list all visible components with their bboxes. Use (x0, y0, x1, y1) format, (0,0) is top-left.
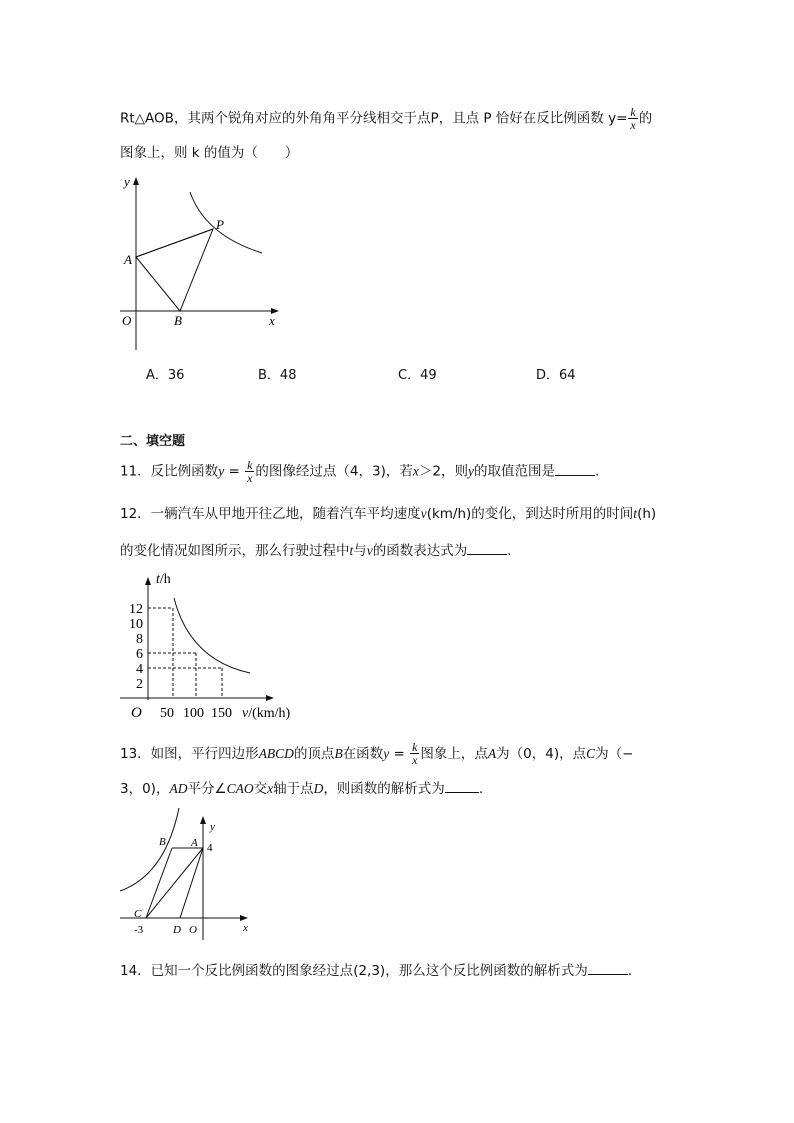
q12-line1-mid: 的变化，到达时所用的时间 (471, 506, 634, 522)
q14-end: . (627, 963, 632, 979)
q12-ytick-2: 2 (136, 677, 143, 692)
q12-y-axis-unit: /h (159, 572, 171, 587)
q12-line1 (120, 504, 656, 524)
q13-point-a-label: A (191, 837, 198, 849)
q10-line2: 图象上，则 k 的值为（ ） (120, 145, 299, 161)
q12-answer-blank[interactable] (467, 540, 507, 555)
q13-line1b-run-3: C (586, 745, 596, 761)
q12-y-axis-label (156, 572, 171, 587)
q11-answer-blank[interactable] (555, 461, 595, 476)
q13-x-label: x (243, 922, 248, 934)
q13-line1-part2 (420, 746, 633, 762)
q12-ytick-10: 10 (129, 617, 143, 632)
q13-answer-blank[interactable] (445, 778, 479, 793)
q12-graph (118, 568, 313, 723)
q10-option-c[interactable]: C．49 (398, 368, 437, 383)
q13-point-d-label: D (173, 924, 181, 936)
q10-figure (116, 170, 286, 360)
q13-tick-minus3: -3 (134, 924, 144, 936)
q12-v: v (420, 506, 427, 521)
q11-text (120, 459, 599, 484)
q13-frac-num: k (412, 740, 418, 754)
q10-frac-num: k (630, 105, 636, 119)
q12-y-axis-var: t (156, 572, 160, 587)
q10-x-label: x (269, 313, 275, 328)
q13-line1-run-2: 的顶点 (293, 745, 335, 762)
q13-line1-run-1: ABCD (258, 745, 294, 761)
q10-line1 (120, 106, 652, 131)
q14-text (120, 960, 632, 981)
q10-origin-label: O (122, 313, 132, 328)
q12-ytick-4: 4 (136, 662, 143, 677)
q13-line1-part1 (120, 746, 409, 762)
q13-line1-run-6: = (389, 745, 410, 762)
q12-ytick-8: 8 (136, 632, 143, 647)
q10-point-p-label: P (216, 217, 224, 232)
q13-line1-run-3: B (334, 745, 343, 761)
q13-line1b-run-2: 为（0，4)，点 (496, 745, 587, 762)
q13-line1b-run-4: 为（− (595, 745, 634, 762)
q13-line1b-run-1: A (487, 745, 497, 761)
q12-line1-pre: 12．一辆汽车从甲地开往乙地，随着汽车平均速度 (120, 506, 421, 522)
q11-yv: y (467, 463, 474, 479)
q13-line2-run-0: 3，0)， (120, 781, 170, 797)
q13-line2-run-6: 轴于点 (273, 781, 314, 797)
q12-ytick-12: 12 (129, 602, 143, 617)
q12-v2: v (366, 543, 373, 558)
q13-line2 (120, 778, 483, 799)
q13-line1b-run-0: 图象上，点 (420, 745, 488, 762)
q13-line2-run-2: 平分∠ (187, 781, 227, 797)
q10-line1-pre: Rt△AOB，其两个锐角对应的外角角平分线相交于点P，且点 P 恰好在反比例函数 y= (120, 110, 628, 127)
q11-cond: ＞2，则 (418, 463, 468, 480)
q12-unit: (km/h) (426, 506, 472, 522)
q13-line2-text (120, 781, 445, 797)
q13-line2-run-8: ，则函数的解析式为 (323, 781, 445, 797)
q12-tunit: (h) (637, 506, 657, 522)
q10-point-b-label: B (174, 313, 182, 328)
q11-pre: 11．反比例函数 (120, 463, 219, 480)
q12-xtick-100: 100 (183, 706, 204, 721)
q11-post: 的取值范围是 (473, 463, 555, 480)
q12-line2 (120, 540, 512, 561)
q12-with: 与 (353, 543, 367, 559)
q13-line1-run-0: 13．如图，平行四边形 (120, 745, 259, 762)
q14-post: ，那么这个反比例函数的解析式为 (385, 963, 588, 979)
q13-line1-run-5: y (383, 745, 390, 761)
q12-xtick-150: 150 (211, 706, 232, 721)
q10-y-label: y (124, 174, 130, 189)
q12-line2-post: 的函数表达式为 (372, 543, 468, 559)
q13-origin-label: O (189, 924, 197, 936)
q12-x-axis-var: v (242, 706, 249, 721)
q10-option-d[interactable]: D．64 (536, 368, 576, 383)
q13-line2-run-3: CAO (226, 781, 254, 796)
q13-frac-den: x (412, 753, 418, 767)
q12-t: t (633, 506, 638, 521)
q13-point-c-label: C (134, 908, 142, 920)
q10-option-a[interactable]: A．36 (146, 368, 185, 383)
q13-end: . (478, 781, 484, 797)
q13-line2-run-1: AD (169, 781, 188, 796)
q12-xtick-50: 50 (160, 706, 174, 721)
q11-frac-den: x (247, 471, 253, 485)
q12-t2: t (349, 543, 354, 558)
q13-y-label: y (210, 821, 215, 833)
q12-ytick-6: 6 (136, 647, 143, 662)
q13-line2-run-5: x (267, 781, 274, 796)
q13-line1 (120, 741, 633, 766)
q11-end: . (594, 463, 600, 480)
q11-yvar: y (218, 463, 225, 479)
q13-line2-run-4: 交 (253, 781, 268, 797)
q12-x-axis-label (242, 706, 291, 721)
q12-end: . (507, 543, 512, 559)
q12-origin-label: O (131, 705, 142, 721)
q10-point-a-label: A (124, 252, 132, 267)
q11-cond-var: x (412, 463, 419, 479)
q11-eq: = (224, 463, 245, 480)
q13-point-b-label: B (159, 836, 166, 848)
q13-figure (116, 805, 256, 940)
section-title: 二、填空题 (120, 434, 186, 449)
q14-answer-blank[interactable] (588, 960, 628, 975)
q14-point: (2,3) (353, 963, 386, 979)
q12-x-axis-unit: /(km/h) (248, 706, 291, 721)
q14-pre: 14．已知一个反比例函数的图象经过点 (120, 963, 354, 979)
q10-frac-den: x (630, 118, 636, 132)
q11-mid: 的图像经过点（4，3)，若 (255, 463, 413, 480)
q10-fraction (628, 106, 637, 131)
q10-line1-post: 的 (638, 110, 653, 127)
q10-option-b[interactable]: B．48 (258, 368, 297, 383)
q12-line2-pre: 的变化情况如图所示，那么行驶过程中 (120, 543, 350, 559)
q13-line2-run-7: D (313, 781, 324, 796)
q13-line1-run-4: 在函数 (342, 745, 384, 762)
q11-frac-num: k (247, 458, 253, 472)
q11-fraction (245, 459, 254, 484)
q13-tick-4: 4 (207, 842, 213, 854)
q13-fraction (410, 741, 419, 766)
